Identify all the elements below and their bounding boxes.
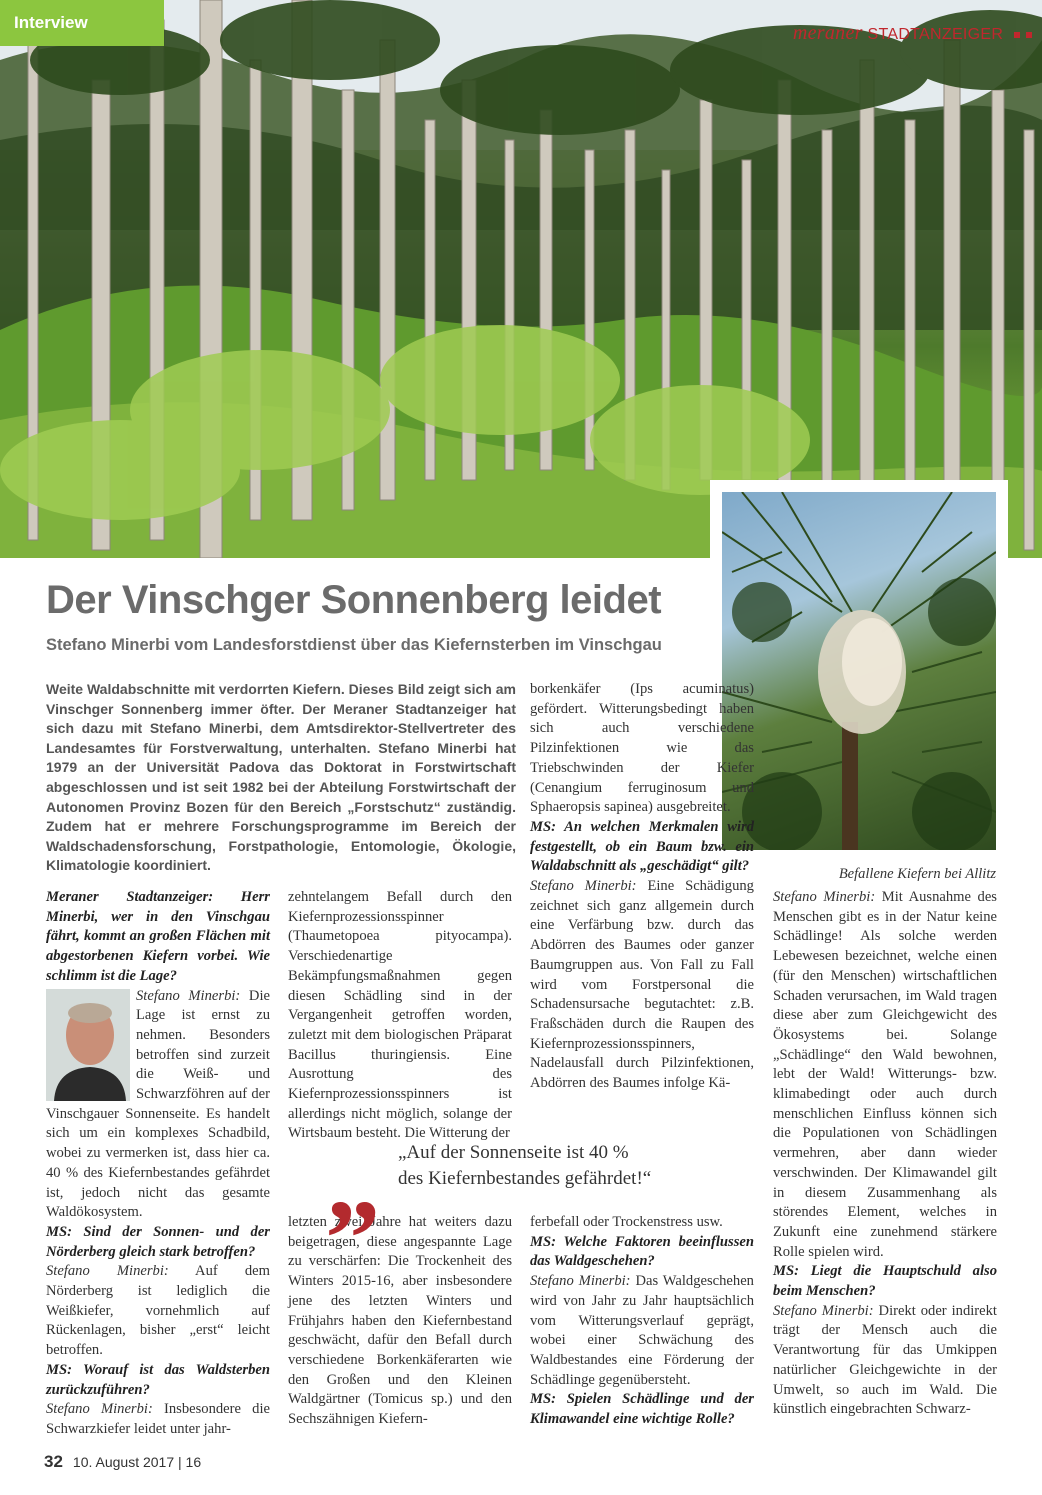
interview-answer (773, 1302, 997, 1420)
interview-question: Meraner Stadtanzeiger: Herr Minerbi, wer in den Vinschgau fährt, kommt an großen Flächen mit abgestorbenen Kiefern vorbei. Wie schlimm ist die Lage? (46, 889, 270, 984)
interview-answer (530, 1272, 754, 1390)
square-icon (1026, 32, 1032, 38)
pull-quote-line: „Auf der Sonnenseite ist 40 % (398, 1142, 629, 1163)
speaker-label: Stefano Minerbi: (46, 1263, 169, 1280)
masthead-logo (793, 22, 1032, 45)
interview-answer (773, 888, 997, 1262)
interview-question: MS: An welchen Merkmalen wird festgestellt, ob ein Baum bzw. ein Waldabschnitt als „geschädigt“ gilt? (530, 818, 754, 875)
answer-text: Insbesondere die Schwarzkiefer leidet unter jahr- (46, 1401, 270, 1437)
inset-photo (722, 492, 996, 850)
hero-photo (0, 0, 1042, 558)
answer-text: Mit Ausnahme des Menschen gibt es in der Natur keine Schädlinge! Als solche werden Lebewesen bezeichnet, welche einen (für den Menschen) wirtschaftlichen Schaden verursachen, im Wald tragen diese aber zum Gleichgewicht des Ökosystems bei. Solange „Schädlinge“ den Wald bewohnen, lebt der Wald! Witterungs- bzw. klimabedingt oder auch durch menschlichen Einfluss können sich die Populationen von Schädlingen vermehren, aber dann wieder verschwinden. Der Klimawandel gilt in diesem Zusammenhang als störendes Element, welches in Zukunft eine zunehmend stärkere Rolle spielen wird. (773, 889, 997, 1260)
answer-text: Direkt oder indirekt trägt der Mensch auch die Verantwortung für das Umkippen natürlicher Gleichgewichte in der Umwelt, so auch im Wald. Die künstlich eingebrachten Schwarz- (773, 1302, 997, 1418)
page-number: 32 (44, 1452, 63, 1471)
article-title: Der Vinschger Sonnenberg leidet (46, 578, 662, 622)
speaker-label: Stefano Minerbi: (46, 1401, 153, 1418)
text-column-4 (773, 888, 997, 1420)
page-footer (44, 1452, 201, 1472)
interview-question: MS: Welche Faktoren beeinflussen das Waldgeschehen? (530, 1233, 754, 1270)
speaker-label: Stefano Minerbi: (136, 987, 241, 1004)
text-column-3-bottom (530, 1213, 754, 1430)
inset-photo-frame (710, 480, 1008, 862)
article-subtitle: Stefano Minerbi vom Landesforstdienst über das Kiefernsterben im Vinschgau (46, 636, 662, 654)
speaker-label: Stefano Minerbi: (773, 1302, 874, 1319)
article-lead: Weite Waldabschnitte mit verdorrten Kiefern. Dieses Bild zeigt sich am Vinschger Sonnenberg immer öfter. Der Meraner Stadtanzeiger hat sich dazu mit Stefano Minerbi, dem Amtsdirektor-Stellvertreter des Landesamtes für Forstverwaltung, unterhalten. Stefano Minerbi hat 1979 an der Universität Padova das Doktorat in Forstwirtschaft abgeschlossen und ist seit 1982 bei der Abteilung Forstwirtschaft der Autonomen Provinz Bozen für den Bereich „Forstschutz“ zuständig. Zudem hat er mehrere Forschungsprogramme im Bereich der Waldschadensforschung, Forstpathologie, Entomologie, Ökologie, Klimatologie koordiniert. (46, 681, 516, 874)
quote-mark-icon: „ (326, 1120, 381, 1242)
section-tag: Interview (0, 0, 164, 46)
photo-caption: Befallene Kiefern bei Allitz (838, 866, 996, 882)
interview-question: MS: Spielen Schädlinge und der Klimawandel eine wichtige Rolle? (530, 1391, 754, 1428)
forest-illustration (0, 0, 1042, 558)
pine-branch-illustration (722, 492, 996, 850)
issue-info: 10. August 2017 | 16 (72, 1454, 202, 1470)
answer-text: letzten zwei Jahre hat weiters dazu beigetragen, diese angespannte Lage zu verschärfen: Die Trockenheit des Winters 2015-16, aber insbesondere jene des letzten Winters und Frühjahrs haben den Kiefernbestand geschwächt, dafür den Befall durch verschiedene Borkenkäferarten wie den Großen und den Kleinen Waldgärtner (Tomicus sp.) und den Sechszähnigen Kiefern- (288, 1214, 512, 1428)
speaker-label: Stefano Minerbi: (530, 1273, 631, 1290)
masthead-suffix: STADTANZEIGER (867, 26, 1004, 43)
masthead-brand: meraner (792, 22, 863, 44)
answer-text: zehntelangem Befall durch den Kiefernprozessionsspinner (Thaumetopoea pityocampa). Verschiedenartige Bekämpfungsmaßnahmen gegen diesen Schädling sind in der Vergangenheit getroffen worden, zuletzt mit dem biologischen Präparat Bacillus thuringiensis. Eine Ausrottung des Kiefernprozessionsspinners ist allerdings nicht möglich, solange der Wirtsbaum besteht. Die Witterung der (288, 889, 512, 1142)
text-column-2-bottom (288, 1213, 512, 1430)
pull-quote-text (398, 1140, 651, 1192)
text-column-1 (46, 888, 270, 1440)
answer-text: Das Waldgeschehen wird von Jahr zu Jahr hauptsächlich vom Witterungsverlauf geprägt, wobei einer Schwächung des Waldbestandes eine Förderung der Schädlinge gegenübersteht. (530, 1273, 754, 1388)
answer-text: Die Lage ist ernst zu nehmen. Besonders betroffen sind zurzeit die Weiß- und Schwarzföhren auf der Vinschgauer Sonnenseite. Es handelt sich um ein komplexes Schadbild, wobei zu vermerken ist, dass hier ca. 40 % des Kiefernbestandes gefährdet ist, jedoch nicht das gesamte Waldökosystem. (46, 987, 270, 1221)
speaker-label: Stefano Minerbi: (530, 878, 637, 895)
interview-answer (46, 1400, 270, 1439)
answer-text: Auf dem Nörderberg ist lediglich die Weißkiefer, vornehmlich auf Rückenlagen, bisher „erst“ leicht betroffen. (46, 1263, 270, 1359)
author-portrait (46, 989, 130, 1101)
pull-quote-line: des Kiefernbestandes gefährdet!“ (398, 1168, 652, 1189)
answer-text: borkenkäfer (Ips acuminatus) gefördert. Witterungsbedingt haben sich auch verschiedene Pilzinfektionen wie das Triebschwinden der Kiefer (Cenangium ferruginosum und Sphaeropsis sapinea) ausgebreitet. (530, 681, 754, 816)
portrait-illustration (46, 989, 130, 1101)
answer-text: Eine Schädigung zeichnet sich ganz allgemein durch eine Verfärbung bzw. durch das Abdörren des Baumes oder ganzer Baumgruppen aus. Von Fall zu Fall wird vom Forstpersonal die Schadensursache begutachtet: z.B. Fraßschäden durch die Raupen des Kiefernprozessionsspinners, Nadelausfall durch Pilzinfektionen, Abdörren des Baumes infolge Kä- (530, 878, 754, 1092)
interview-answer (46, 1262, 270, 1361)
interview-question: MS: Worauf ist das Waldsterben zurückzuführen? (46, 1361, 270, 1398)
answer-text: ferbefall oder Trockenstress usw. (530, 1214, 723, 1230)
square-icon (1014, 32, 1020, 38)
interview-answer (530, 877, 754, 1094)
speaker-label: Stefano Minerbi: (773, 889, 876, 905)
text-column-3-top (530, 680, 754, 1094)
text-column-2-top (288, 888, 512, 1144)
interview-question: MS: Sind der Sonnen- und der Nörderberg gleich stark betroffen? (46, 1223, 270, 1260)
interview-question: MS: Liegt die Hauptschuld also beim Menschen? (773, 1263, 997, 1300)
